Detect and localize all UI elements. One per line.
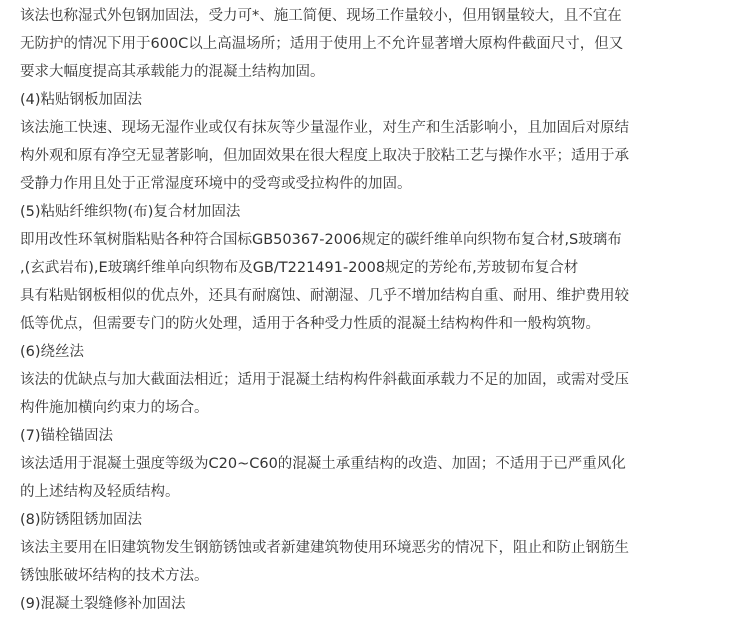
text-line: 该法也称湿式外包钢加固法，受力可*、施工简便、现场工作量较小，但用钢量较大，且不宜在 — [20, 8, 622, 24]
section-heading: (9)混凝土裂缝修补加固法 — [20, 596, 186, 612]
text-line: 该法适用于混凝土强度等级为C20~C60的混凝土承重结构的改造、加固；不适用于已严重风化 — [20, 456, 626, 472]
text-line: 的上述结构及轻质结构。 — [20, 484, 180, 500]
text-line: 受静力作用且处于正常湿度环境中的受弯或受拉构件的加固。 — [20, 176, 412, 192]
text-line: 该法主要用在旧建筑物发生钢筋锈蚀或者新建建筑物使用环境恶劣的情况下，阻止和防止钢筋生 — [20, 540, 629, 556]
text-line: 即用改性环氧树脂粘贴各种符合国标GB50367-2006规定的碳纤维单向织物布复合材,S玻璃布 — [20, 232, 622, 248]
text-line: 要求大幅度提高其承载能力的混凝土结构加固。 — [20, 64, 325, 80]
text-line: 锈蚀胀破坏结构的技术方法。 — [20, 568, 209, 584]
text-line: 构外观和原有净空无显著影响，但加固效果在很大程度上取决于胶粘工艺与操作水平；适用于承 — [20, 148, 629, 164]
text-line: 具有粘贴钢板相似的优点外，还具有耐腐蚀、耐潮湿、几乎不增加结构自重、耐用、维护费用较 — [20, 288, 629, 304]
section-heading: (4)粘贴钢板加固法 — [20, 92, 143, 108]
document-body — [20, 0, 740, 618]
text-line: ,(玄武岩布),E玻璃纤维单向织物布及GB/T221491-2008规定的芳纶布,芳玻韧布复合材 — [20, 260, 579, 276]
section-heading: (8)防锈阻锈加固法 — [20, 512, 143, 528]
section-heading: (6)绕丝法 — [20, 344, 85, 360]
text-line: 该法施工快速、现场无湿作业或仅有抹灰等少量湿作业，对生产和生活影响小，且加固后对原结 — [20, 120, 629, 136]
text-line: 低等优点，但需要专门的防火处理，适用于各种受力性质的混凝土结构构件和一般构筑物。 — [20, 316, 600, 332]
text-line: 构件施加横向约束力的场合。 — [20, 400, 209, 416]
section-heading: (7)锚栓锚固法 — [20, 428, 114, 444]
text-line: 无防护的情况下用于600C以上高温场所；适用于使用上不允许显著增大原构件截面尺寸，但又 — [20, 36, 624, 52]
section-heading: (5)粘贴纤维织物(布)复合材加固法 — [20, 204, 241, 220]
text-line: 该法的优缺点与加大截面法相近；适用于混凝土结构构件斜截面承载力不足的加固，或需对受压 — [20, 372, 629, 388]
